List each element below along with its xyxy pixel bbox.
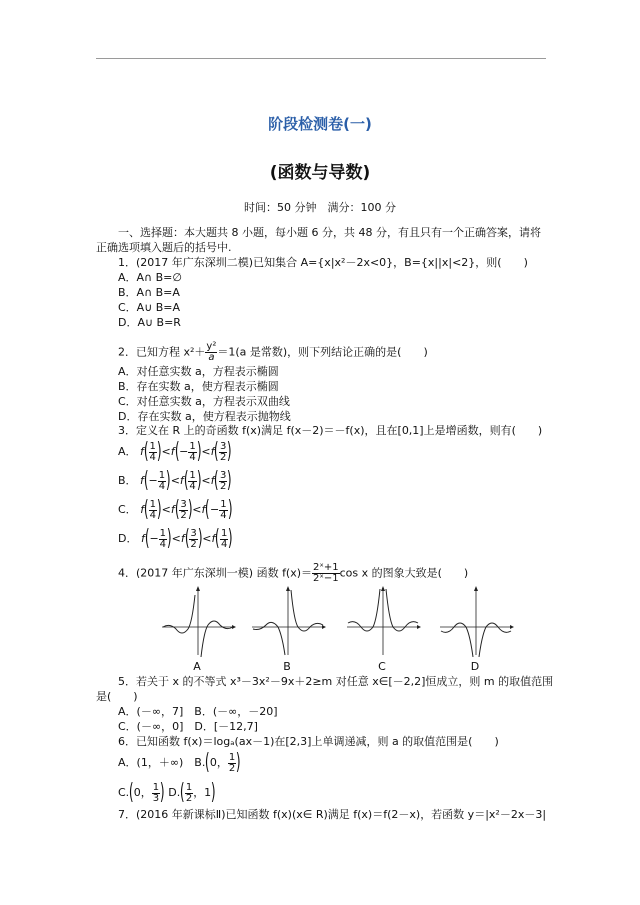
q2-frac-num: y² <box>206 341 217 352</box>
graph-c <box>345 585 421 657</box>
header-rule <box>96 58 546 59</box>
q5-options-line1: A．(－∞，7] B．(－∞，－20] <box>118 705 278 718</box>
q2-option-a: A．对任意实数 a，方程表示椭圆 <box>118 365 279 378</box>
q3-option-b-label: B． <box>118 474 137 487</box>
graph-b <box>250 585 326 657</box>
q1-option-a: A．A∩ B=∅ <box>118 271 182 284</box>
q1-stem: 1．(2017 年广东深圳二模)已知集合 A={x|x²－2x<0}，B={x||x|<2}，则( ) <box>118 256 528 269</box>
q5-options-line2: C．(－∞，0] D．[－12,7] <box>118 720 258 733</box>
q2-option-d: D．存在实数 a，使方程表示抛物线 <box>118 410 291 423</box>
q6-option-d-label: D. <box>168 786 181 799</box>
q4-stem-pre: 4．(2017 年广东深圳一模) 函数 f(x)＝ <box>118 566 313 580</box>
q2-fraction <box>205 342 217 363</box>
q2-stem <box>118 342 428 363</box>
graph-d <box>438 585 514 657</box>
section-intro-line1: 一、选择题：本大题共 8 小题，每小题 6 分，共 48 分，有且只有一个正确答案，请将 <box>118 226 541 239</box>
graph-a <box>160 585 236 657</box>
q3-option-a: A． f( $\frac{1}{4}$ )<f(− $\frac{1}{4}$ )<f( $\frac{3}{2}$ ) <box>118 439 233 464</box>
q1-option-c: C．A∪ B=A <box>118 301 181 314</box>
q3-option-d: D． f(− $\frac{1}{4}$ )<f( $\frac{3}{2}$ )<f( $\frac{1}{4}$ ) <box>118 526 234 551</box>
q6-options-line1: A．(1，＋∞) B.(0， $\frac{1}{2}$ ) <box>118 750 241 775</box>
q4-fraction <box>312 563 340 584</box>
q3-stem: 3．定义在 R 上的奇函数 f(x)满足 f(x－2)＝－f(x)，且在[0,1]上是增函数，则有( ) <box>118 424 543 437</box>
q2-option-c: C．对任意实数 a，方程表示双曲线 <box>118 395 290 408</box>
q3-option-d-label: D． <box>118 532 138 545</box>
graph-label-b: B <box>283 660 291 673</box>
page-subtitle: (函数与导数) <box>269 163 371 183</box>
q2-stem-pre: 2．已知方程 x²＋ <box>118 345 206 359</box>
q1-option-d: D．A∪ B=R <box>118 316 181 329</box>
q3-option-a-label: A． <box>118 445 137 458</box>
q6-stem: 6．已知函数 f(x)＝logₐ(ax－1)在[2,3]上单调递减，则 a 的取值范围是( ) <box>118 735 499 748</box>
q2-option-b: B．存在实数 a，使方程表示椭圆 <box>118 380 279 393</box>
section-intro-line2: 正确选项填入题后的括号中. <box>96 241 232 254</box>
q7-stem: 7．(2016 年新课标Ⅱ)已知函数 f(x)(x∈ R)满足 f(x)＝f(2－x)，若函数 y＝|x²－2x－3| <box>118 808 547 821</box>
exam-meta: 时间：50 分钟 满分：100 分 <box>244 201 396 214</box>
q5-stem-line2: 是( ) <box>96 690 138 703</box>
q1-option-b: B．A∩ B=A <box>118 286 180 299</box>
graph-label-d: D <box>470 660 480 673</box>
graph-label-c: C <box>378 660 386 673</box>
page-title: 阶段检测卷(一) <box>268 115 372 133</box>
q5-stem-line1: 5．若关于 x 的不等式 x³－3x²－9x＋2≥m 对任意 x∈[－2,2]恒成立，则 m 的取值范围 <box>118 675 554 688</box>
q2-stem-post: ＝1(a 是常数)，则下列结论正确的是( ) <box>217 345 428 359</box>
graph-label-a: A <box>193 660 201 673</box>
q4-frac-num: 2ˣ+1 <box>313 562 339 573</box>
q2-frac-den: a <box>208 352 215 363</box>
q4-stem <box>118 563 468 584</box>
q6-option-c-label: C. <box>118 786 130 799</box>
q3-option-c: C． f( $\frac{1}{4}$ )<f( $\frac{3}{2}$ )<f(− $\frac{1}{4}$ ) <box>118 497 233 522</box>
q3-option-b: B． f(− $\frac{1}{4}$ )<f( $\frac{1}{4}$ )<f( $\frac{3}{2}$ ) <box>118 468 233 493</box>
q4-stem-post: cos x 的图象大致是( ) <box>339 566 469 580</box>
q6-option-ab: A．(1，＋∞) B. <box>118 756 206 769</box>
q6-options-line2: C.(0， $\frac{1}{3}$ ) D.( $\frac{1}{2}$ ，1) <box>118 780 216 805</box>
q4-frac-den: 2ˣ−1 <box>313 573 339 584</box>
q3-option-c-label: C． <box>118 503 137 516</box>
